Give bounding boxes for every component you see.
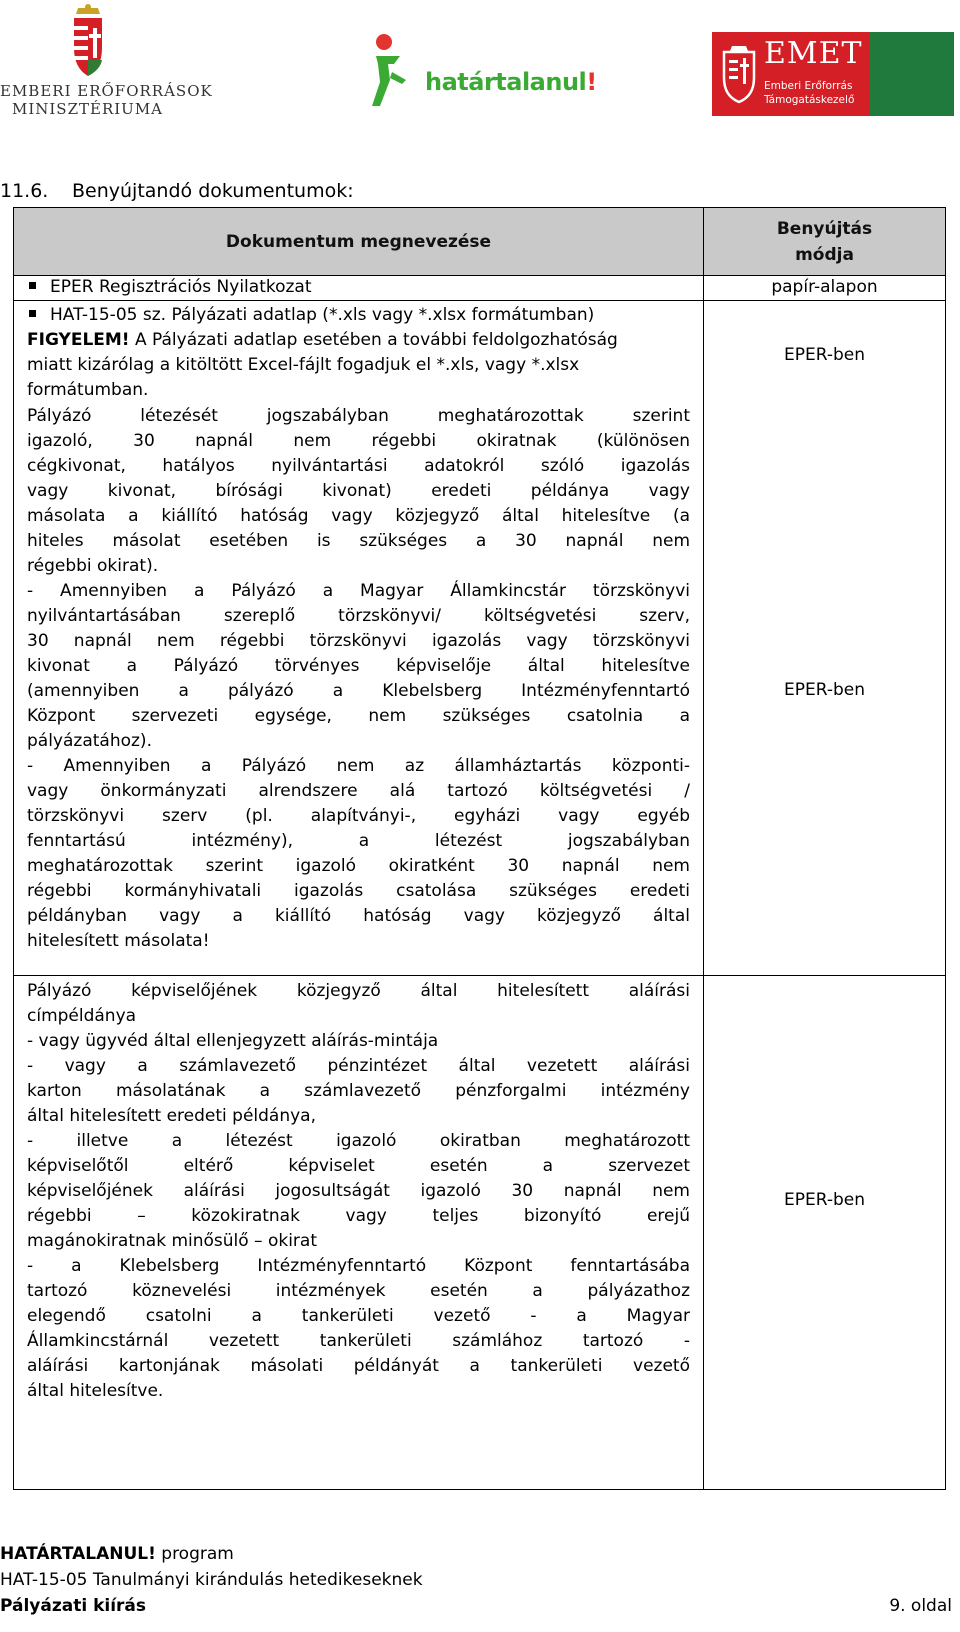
emmi-logo xyxy=(0,0,213,120)
row2-line3: miatt kizárólag a kitöltött Excel-fájlt fogadjuk el *.xls, vagy *.xlsx xyxy=(27,355,580,375)
row2-mode: EPER-ben xyxy=(783,345,865,365)
row1-text: EPER Regisztrációs Nyilatkozat xyxy=(50,277,312,297)
row-divider xyxy=(14,975,945,976)
hataratlanul-wordmark: határtalanul! xyxy=(425,68,597,96)
row2-line1: HAT-15-05 sz. Pályázati adatlap (*.xls vagy *.xlsx formátumban) xyxy=(50,305,595,325)
header-submission-mode: Benyújtás módja xyxy=(776,218,873,265)
footer-program: HATÁRTALANUL! program xyxy=(0,1544,234,1564)
emet-logo xyxy=(712,32,957,116)
row2-warning-text: A Pályázati adatlap esetében a további feldolgozhatóság xyxy=(129,330,618,350)
emet-green-panel xyxy=(870,32,954,116)
emet-subtitle-line2: Támogatáskezelő xyxy=(764,94,855,106)
bullet-square-icon xyxy=(29,310,36,317)
row1-mode: papír-alapon xyxy=(771,277,878,297)
header-document-name: Dokumentum megnevezése xyxy=(225,231,492,252)
section-heading xyxy=(0,180,354,202)
row2-body xyxy=(27,328,690,403)
row3-paragraph1: Pályázó létezését jogszabályban meghatározottak szerint igazoló, 30 napnál nem régebbi okiratnak (különösen cégkivonat, hatályos nyilvántartási adatokról szóló igazolás vagy kivonat, bírósági kivonat) eredeti példánya vagy másolata a kiállító hatóság vagy közjegyző által hitelesítve (a hiteles másolat esetében is szükséges a 30 napnál nem régebbi okirat). xyxy=(27,406,690,576)
table-row-existence-proof xyxy=(27,404,690,954)
table-row-signature-specimen: Pályázó képviselőjének közjegyző által hitelesített aláírási címpéldánya - vagy ügyvéd által ellenjegyzett aláírás-mintája - vagy a számlavezető pénzintézet által vezetett aláírási karton másolatának a számlavezető pénzforgalmi intézmény által hitelesített eredeti példánya, - illetve a létezést igazoló okiratban meghatározott képviselőtől eltérő képviselet esetén a szervezet képviselőjének aláírási jogosultságát igazoló 30 napnál nem régebbi – közokiratnak vagy teljes bizonyító erejű magánokiratnak minősülő – okirat - a Klebelsberg Intézményfenntartó Központ fenntartásába tartozó köznevelési intézmények esetén a pályázathoz elegendő csatolni a tankerületi vezető - a Magyar Államkincstárnál vezetett tankerületi számlához tartozó - aláírási kartonjának másolati példányát a tankerületi vezető által hitelesítve. xyxy=(27,981,690,1401)
row4-mode: EPER-ben xyxy=(783,1190,865,1210)
footer-doc-type: Pályázati kiírás xyxy=(0,1596,147,1616)
emmi-name-line2: MINISZTÉRIUMA xyxy=(11,100,164,118)
table-row-eper-registration xyxy=(27,275,690,300)
row2-line4: formátumban. xyxy=(27,380,149,400)
row3-mode: EPER-ben xyxy=(783,680,865,700)
emet-title: EMET xyxy=(764,36,863,71)
documents-table xyxy=(13,207,946,1490)
section-number: 11.6. xyxy=(0,180,49,202)
runner-icon xyxy=(370,32,430,110)
emet-subtitle-line1: Emberi Erőforrás xyxy=(764,80,853,92)
emet-emblem-icon xyxy=(720,44,758,104)
table-row-application-form xyxy=(27,303,690,328)
bullet-square-icon xyxy=(29,282,36,289)
row2-warning-label: FIGYELEM! xyxy=(27,330,130,350)
hataratlanul-logo xyxy=(370,32,597,112)
row-divider xyxy=(14,300,945,301)
column-divider xyxy=(703,208,704,1489)
row3-paragraph2: - Amennyiben a Pályázó a Magyar Államkincstár törzskönyvi nyilvántartásában szereplő törzskönyvi/ költségvetési szerv, 30 napnál nem régebbi törzskönyvi igazolás vagy törzskönyvi kivonat a Pályázó törvényes képviselője által hitelesítve (amennyiben a pályázó a Klebelsberg Intézményfenntartó Központ szervezeti egysége, nem szükséges csatolnia a pályázatához). xyxy=(27,581,690,751)
emmi-name-line1: EMBERI ERŐFORRÁSOK xyxy=(0,82,213,100)
row3-paragraph3: - Amennyiben a Pályázó nem az államháztartás központi- vagy önkormányzati alrendszere alá tartozó költségvetési / törzskönyvi szerv (pl. alapítványi-, egyházi vagy egyéb fenntartású intézmény), a létezést jogszabályban meghatározottak szerint igazoló okiratként 30 napnál nem régebbi kormányhivatali igazolás csatolása szükséges eredeti példányban vagy a kiállító hatóság vagy közjegyző által hitelesített másolata! xyxy=(27,756,690,951)
footer-subtitle: HAT-15-05 Tanulmányi kirándulás hetedikeseknek xyxy=(0,1570,423,1590)
section-title: Benyújtandó dokumentumok: xyxy=(72,180,354,202)
page-number: 9. oldal xyxy=(889,1596,952,1616)
coat-of-arms-icon xyxy=(66,4,110,78)
